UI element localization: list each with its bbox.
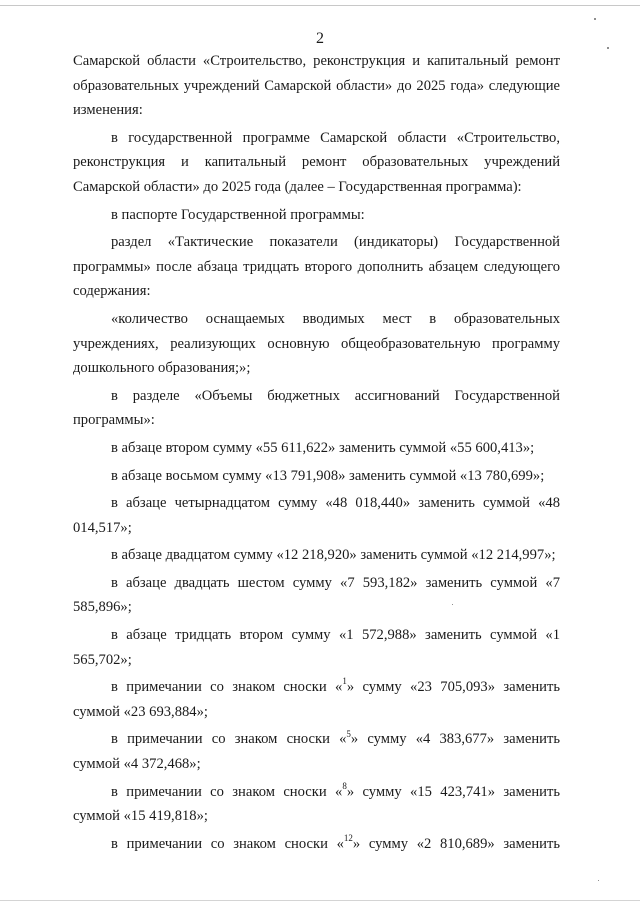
- scan-speck: [452, 604, 453, 605]
- paragraph-text: » сумму «4 383,677» заменить суммой «4 372,468»;: [73, 731, 560, 773]
- paragraph: «количество оснащаемых вводимых мест в образовательных учреждениях, реализующих основную общеобразовательную программу дошкольного образования;»;: [73, 310, 560, 377]
- paragraph: в разделе «Объемы бюджетных ассигнований Государственной программы»:: [73, 387, 560, 429]
- paragraph: Самарской области «Строительство, реконструкция и капитальный ремонт образовательных учреждений Самарской области» до 2025 года» следующие изменения:: [73, 53, 560, 119]
- paragraph: [73, 675, 560, 724]
- page-number: 2: [316, 30, 324, 47]
- footnote-mark: 8: [342, 780, 347, 791]
- paragraph-text: в примечании со знаком сноски «: [111, 835, 344, 852]
- scan-top-edge: [0, 5, 640, 6]
- paragraph: в паспорте Государственной программы:: [111, 206, 365, 223]
- paragraph: в абзаце тридцать втором сумму «1 572,988» заменить суммой «1 565,702»;: [73, 627, 560, 668]
- footnote-mark: 1: [342, 676, 347, 687]
- paragraph: [73, 832, 560, 857]
- paragraph-text: в примечании со знаком сноски «: [111, 783, 343, 800]
- paragraph-text: » сумму «2 810,689» заменить: [352, 835, 560, 852]
- paragraph: [73, 780, 560, 829]
- paragraph: в абзаце двадцать шестом сумму «7 593,182» заменить суммой «7 585,896»;: [73, 574, 560, 616]
- paragraph: раздел «Тактические показатели (индикаторы) Государственной программы» после абзаца тридцать второго дополнить абзацем следующего содержания:: [73, 234, 560, 300]
- scan-speck: [594, 18, 596, 20]
- footnote-mark: 12: [343, 832, 353, 843]
- paragraph: в абзаце двадцатом сумму «12 218,920» заменить суммой «12 214,997»;: [111, 547, 556, 564]
- paragraph-text: в примечании со знаком сноски «: [111, 679, 343, 696]
- footnote-mark: 5: [346, 728, 351, 739]
- paragraph: в абзаце втором сумму «55 611,622» заменить суммой «55 600,413»;: [111, 439, 535, 456]
- paragraph: в абзаце четырнадцатом сумму «48 018,440» заменить суммой «48 014,517»;: [73, 495, 560, 536]
- scan-speck: [607, 47, 609, 49]
- paragraph: [73, 727, 560, 776]
- scan-speck: [598, 880, 599, 881]
- paragraph: в государственной программе Самарской области «Строительство, реконструкция и капитальный ремонт образовательных учреждений Самарской области» до 2025 года (далее – Государственная программа):: [73, 129, 560, 195]
- paragraph-text: в примечании со знаком сноски «: [111, 731, 347, 748]
- paragraph: в абзаце восьмом сумму «13 791,908» заменить суммой «13 780,699»;: [111, 467, 545, 484]
- paragraph-text: » сумму «15 423,741» заменить суммой «15 419,818»;: [73, 783, 560, 825]
- scan-bottom-edge: [0, 900, 640, 901]
- paragraph-text: » сумму «23 705,093» заменить суммой «23 693,884»;: [73, 679, 560, 720]
- document-body: [73, 49, 560, 856]
